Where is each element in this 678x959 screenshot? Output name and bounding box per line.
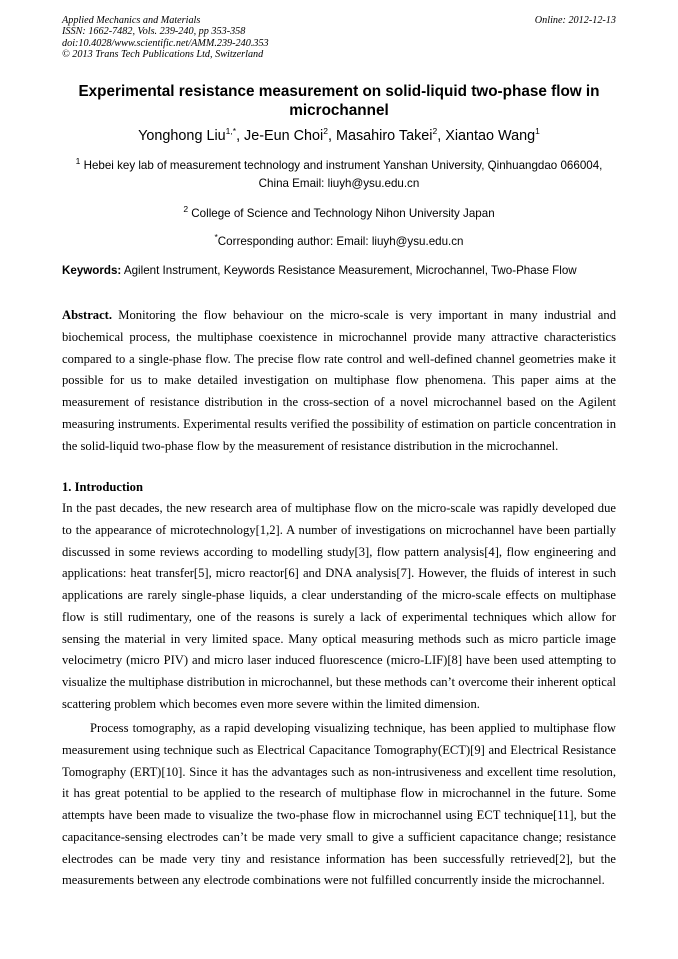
author-name: , Je-Eun Choi xyxy=(236,128,324,144)
author-name: , Xiantao Wang xyxy=(437,128,536,144)
affiliation-text: Hebei key lab of measurement technology and instrument Yanshan University, Qinhuangdao 066004, China Email: liuyh@ysu.edu.cn xyxy=(80,159,603,190)
online-date: Online: 2012-12-13 xyxy=(534,15,616,26)
author-affiliation-mark: 1,* xyxy=(225,126,237,137)
body-paragraph: Process tomography, as a rapid developing visualizing technique, has been applied to multiphase flow measurement using technique such as Electrical Capacitance Tomography(ECT)[9] and Electrical Resistance Tomography (ERT)[10]. Since it has the advantages such as non-intrusiveness and excellent time resolution, it has great potential to be applied to the research of multiphase flow in microchannel in the future. Some attempts have been made to visualize the two-phase flow in microchannel using ECT technique[11], but the capacitance-sensing electrodes can’t be made very small to give a sufficient capacitance change; resistance electrodes can be made very tiny and resistance information has been successfully retrieved[2], but the measurements between any electrode combinations were not fulfilled concurrently inside the microchannel. xyxy=(62,721,616,888)
author-affiliation-mark: 2 xyxy=(432,126,438,137)
body-paragraph: In the past decades, the new research area of multiphase flow on the micro-scale was rapidly developed due to the appearance of microtechnology[1,2]. A number of investigations on microchannel have been partially discussed in some reviews according to modelling study[3], flow pattern analysis[4], flow engineering and applications: heat transfer[5], micro reactor[6] and DNA analysis[7]. However, the fluids of interest in such applications are rarely single-phase liquids, a clear understanding of the micro-scale effects on multiphase flow is still rudimentary, one of the reasons is surely a lack of experimental techniques which allow for sensing the material in very limited space. Many optical measuring methods such as micro particle image velocimetry (micro PIV) and micro laser induced fluorescence (micro-LIF)[8] have been used attempting to visualize the multiphase distribution in microchannel, but these methods can’t overcome their inherent optical scattering problem which becomes even more severe within the limited dimension. xyxy=(62,501,616,711)
author-name: , Masahiro Takei xyxy=(327,128,433,144)
corresponding-author xyxy=(62,233,616,251)
journal-doi: doi:10.4028/www.scientific.net/AMM.239-240.353 xyxy=(62,37,269,49)
affiliation-mark: 1 xyxy=(75,156,81,167)
affiliation-1 xyxy=(62,157,616,193)
affiliation-2 xyxy=(62,205,616,223)
paper-title: Experimental resistance measurement on solid-liquid two-phase flow in microchannel xyxy=(78,83,600,119)
abstract-text: Monitoring the flow behaviour on the micro-scale is very important in many industrial and biochemical process, the multiphase coexistence in microchannel provide many attractive characteristics compared to a single-phase flow. The precise flow rate control and well-defined channel geometries make it possible for us to make detailed investigation on multiphase flow phenomena. This paper aims at the measurement of resistance distribution in the cross-section of a novel microchannel based on the Agilent measuring instruments. Experimental results verified the possibility of estimation on particle concentration in the solid-liquid two-phase flow by the measurement of resistance distribution in the microchannel. xyxy=(62,308,616,453)
keywords-label: Keywords: xyxy=(62,264,122,277)
affiliation-mark: * xyxy=(214,232,218,243)
journal-name: Applied Mechanics and Materials xyxy=(62,15,201,26)
abstract xyxy=(62,305,616,457)
journal-header xyxy=(62,15,616,61)
keywords xyxy=(62,261,616,281)
author-list xyxy=(62,127,616,145)
abstract-label: Abstract. xyxy=(62,308,113,322)
journal-issn: ISSN: 1662-7482, Vols. 239-240, pp 353-358 xyxy=(62,26,246,38)
journal-copyright: © 2013 Trans Tech Publications Ltd, Switzerland xyxy=(62,49,264,61)
section-heading: 1. Introduction xyxy=(62,480,143,494)
keywords-text: Agilent Instrument, Keywords Resistance Measurement, Microchannel, Two-Phase Flow xyxy=(121,264,577,277)
affiliation-mark: 2 xyxy=(183,204,189,215)
author-name: Yonghong Liu xyxy=(138,128,226,144)
author-affiliation-mark: 2 xyxy=(323,126,328,137)
author-affiliation-mark: 1 xyxy=(535,126,540,137)
affiliation-text: College of Science and Technology Nihon University Japan xyxy=(188,207,495,220)
corresponding-text: Corresponding author: Email: liuyh@ysu.edu.cn xyxy=(217,235,464,248)
